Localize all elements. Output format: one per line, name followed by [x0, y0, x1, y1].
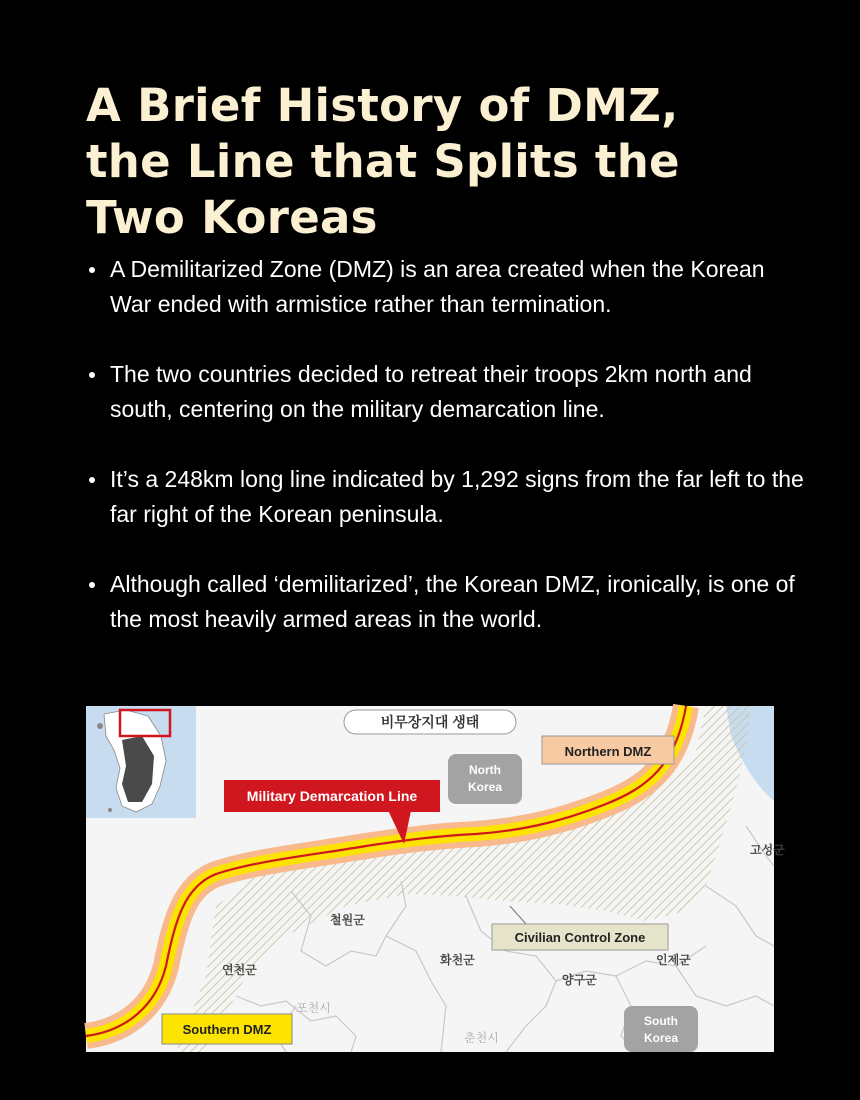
title-line-1: A Brief History of DMZ, — [86, 79, 679, 132]
dmz-map — [86, 706, 785, 1052]
bullet-item: It’s a 248km long line indicated by 1,292 signs from the far left to the far right of the Korean peninsula. — [86, 462, 806, 532]
county-yanggu: 양구군 — [562, 973, 597, 987]
county-inje: 인제군 — [656, 953, 691, 967]
south-korea-box — [624, 1006, 698, 1052]
south-korea-label-1: South — [644, 1014, 678, 1028]
southern-dmz-label: Southern DMZ — [182, 1022, 272, 1037]
southern-dmz-tag — [162, 1014, 292, 1044]
county-chuncheon: 춘천시 — [464, 1031, 499, 1045]
county-hwacheon: 화천군 — [440, 953, 475, 967]
map-header-text: 비무장지대 생태 — [380, 714, 480, 730]
bullet-item: A Demilitarized Zone (DMZ) is an area created when the Korean War ended with armistice rather than termination. — [86, 252, 806, 322]
south-korea-label-2: Korea — [643, 1031, 679, 1045]
bullet-list — [86, 252, 806, 637]
map-header — [344, 710, 516, 734]
bullet-item: The two countries decided to retreat their troops 2km north and south, centering on the military demarcation line. — [86, 357, 806, 427]
county-yeoncheon: 연천군 — [222, 963, 257, 977]
mdl-label: Military Demarcation Line — [246, 788, 418, 804]
county-goseong: 고성군 — [750, 843, 785, 857]
north-korea-box — [448, 754, 522, 804]
page-title — [86, 78, 786, 246]
northern-dmz-tag — [542, 736, 674, 764]
title-line-3: Two Koreas — [86, 191, 378, 244]
northern-dmz-label: Northern DMZ — [564, 744, 652, 759]
ccz-label: Civilian Control Zone — [514, 930, 646, 945]
county-pocheon: 포천시 — [296, 1001, 331, 1015]
korea-inset-map — [86, 706, 196, 818]
north-korea-label-1: North — [469, 763, 501, 777]
north-korea-label-2: Korea — [467, 780, 503, 794]
county-cheorwon: 철원군 — [330, 913, 365, 927]
title-line-2: the Line that Splits the — [86, 135, 680, 188]
bullet-item: Although called ‘demilitarized’, the Korean DMZ, ironically, is one of the most heavily armed areas in the world. — [86, 567, 806, 637]
